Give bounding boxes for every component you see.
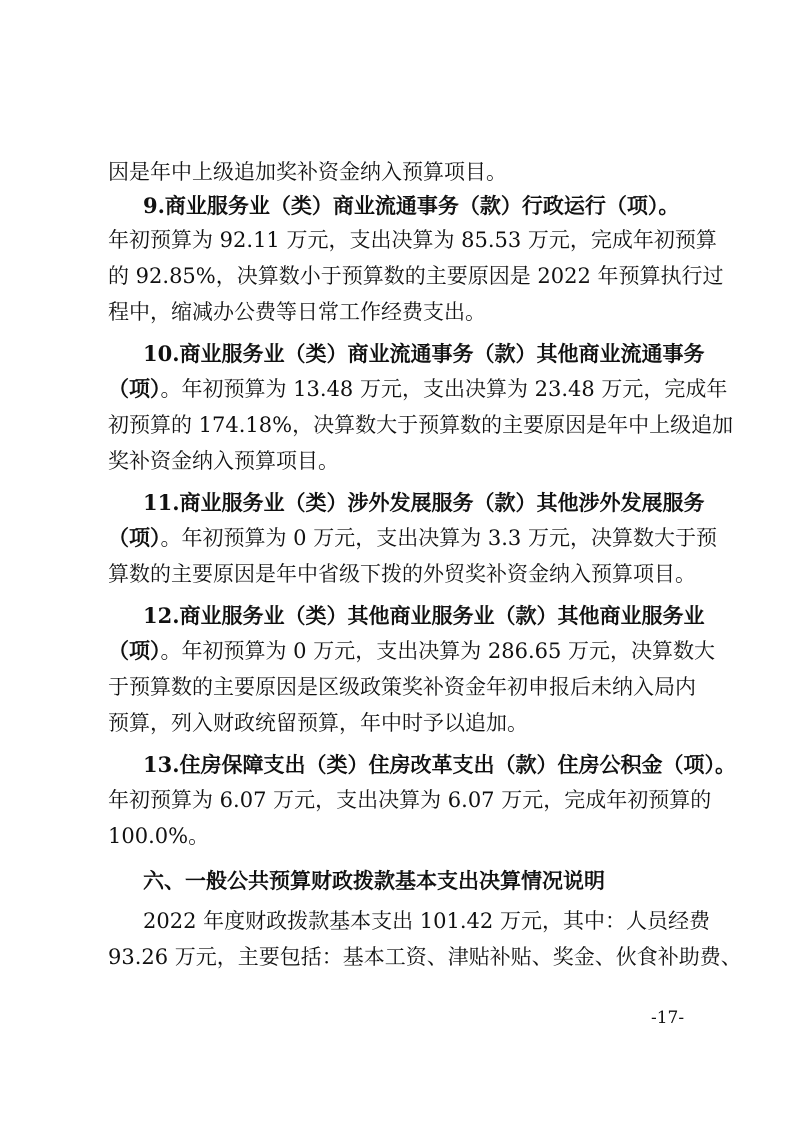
paragraph-line: 初预算的 174.18%，决算数大于预算数的主要原因是年中上级追加	[108, 413, 734, 437]
item-11-title: 11.商业服务业（类）涉外发展服务（款）其他涉外发展服务	[143, 490, 705, 515]
paragraph-line: 2022 年度财政拨款基本支出 101.42 万元，其中：人员经费	[143, 909, 710, 933]
item-12-title: 12.商业服务业（类）其他商业服务业（款）其他商业服务业	[143, 603, 705, 628]
paragraph-line: 因是年中上级追加奖补资金纳入预算项目。	[108, 160, 507, 184]
paragraph-line: 预算，列入财政统留预算，年中时予以追加。	[108, 711, 528, 735]
paragraph-line: 年初预算为 92.11 万元，支出决算为 85.53 万元，完成年初预算	[108, 228, 717, 252]
paragraph-line: 奖补资金纳入预算项目。	[108, 449, 339, 473]
item-13-title: 13.住房保障支出（类）住房改革支出（款）住房公积金（项）。	[143, 752, 737, 777]
section-6-heading: 六、一般公共预算财政拨款基本支出决算情况说明	[143, 869, 605, 893]
paragraph-line: 程中，缩减办公费等日常工作经费支出。	[108, 300, 486, 324]
paragraph-line: （项）。年初预算为 13.48 万元，支出决算为 23.48 万元，完成年	[108, 376, 728, 401]
paragraph-line: 于预算数的主要原因是区级政策奖补资金年初申报后未纳入局内	[108, 675, 696, 699]
paragraph-line: （项）。年初预算为 0 万元，支出决算为 3.3 万元，决算数大于预	[108, 525, 717, 550]
item-9-title: 9.商业服务业（类）商业流通事务（款）行政运行（项）。	[143, 193, 680, 218]
paragraph-line: 年初预算为 6.07 万元，支出决算为 6.07 万元，完成年初预算的	[108, 788, 712, 812]
paragraph-line: 算数的主要原因是年中省级下拨的外贸奖补资金纳入预算项目。	[108, 562, 696, 586]
item-11-title-end: （项）	[108, 525, 161, 550]
item-12-title-end: （项）	[108, 638, 161, 663]
paragraph-line: 100.0%。	[108, 824, 210, 848]
paragraph-line: （项）。年初预算为 0 万元，支出决算为 286.65 万元，决算数大	[108, 638, 716, 663]
page-number: -17-	[651, 1008, 685, 1028]
paragraph-line: 93.26 万元，主要包括：基本工资、津贴补贴、奖金、伙食补助费、	[108, 945, 742, 969]
item-10-title: 10.商业服务业（类）商业流通事务（款）其他商业流通事务	[143, 341, 705, 366]
item-10-title-end: （项）	[108, 376, 161, 401]
paragraph-line: 的 92.85%，决算数小于预算数的主要原因是 2022 年预算执行过	[108, 264, 724, 288]
